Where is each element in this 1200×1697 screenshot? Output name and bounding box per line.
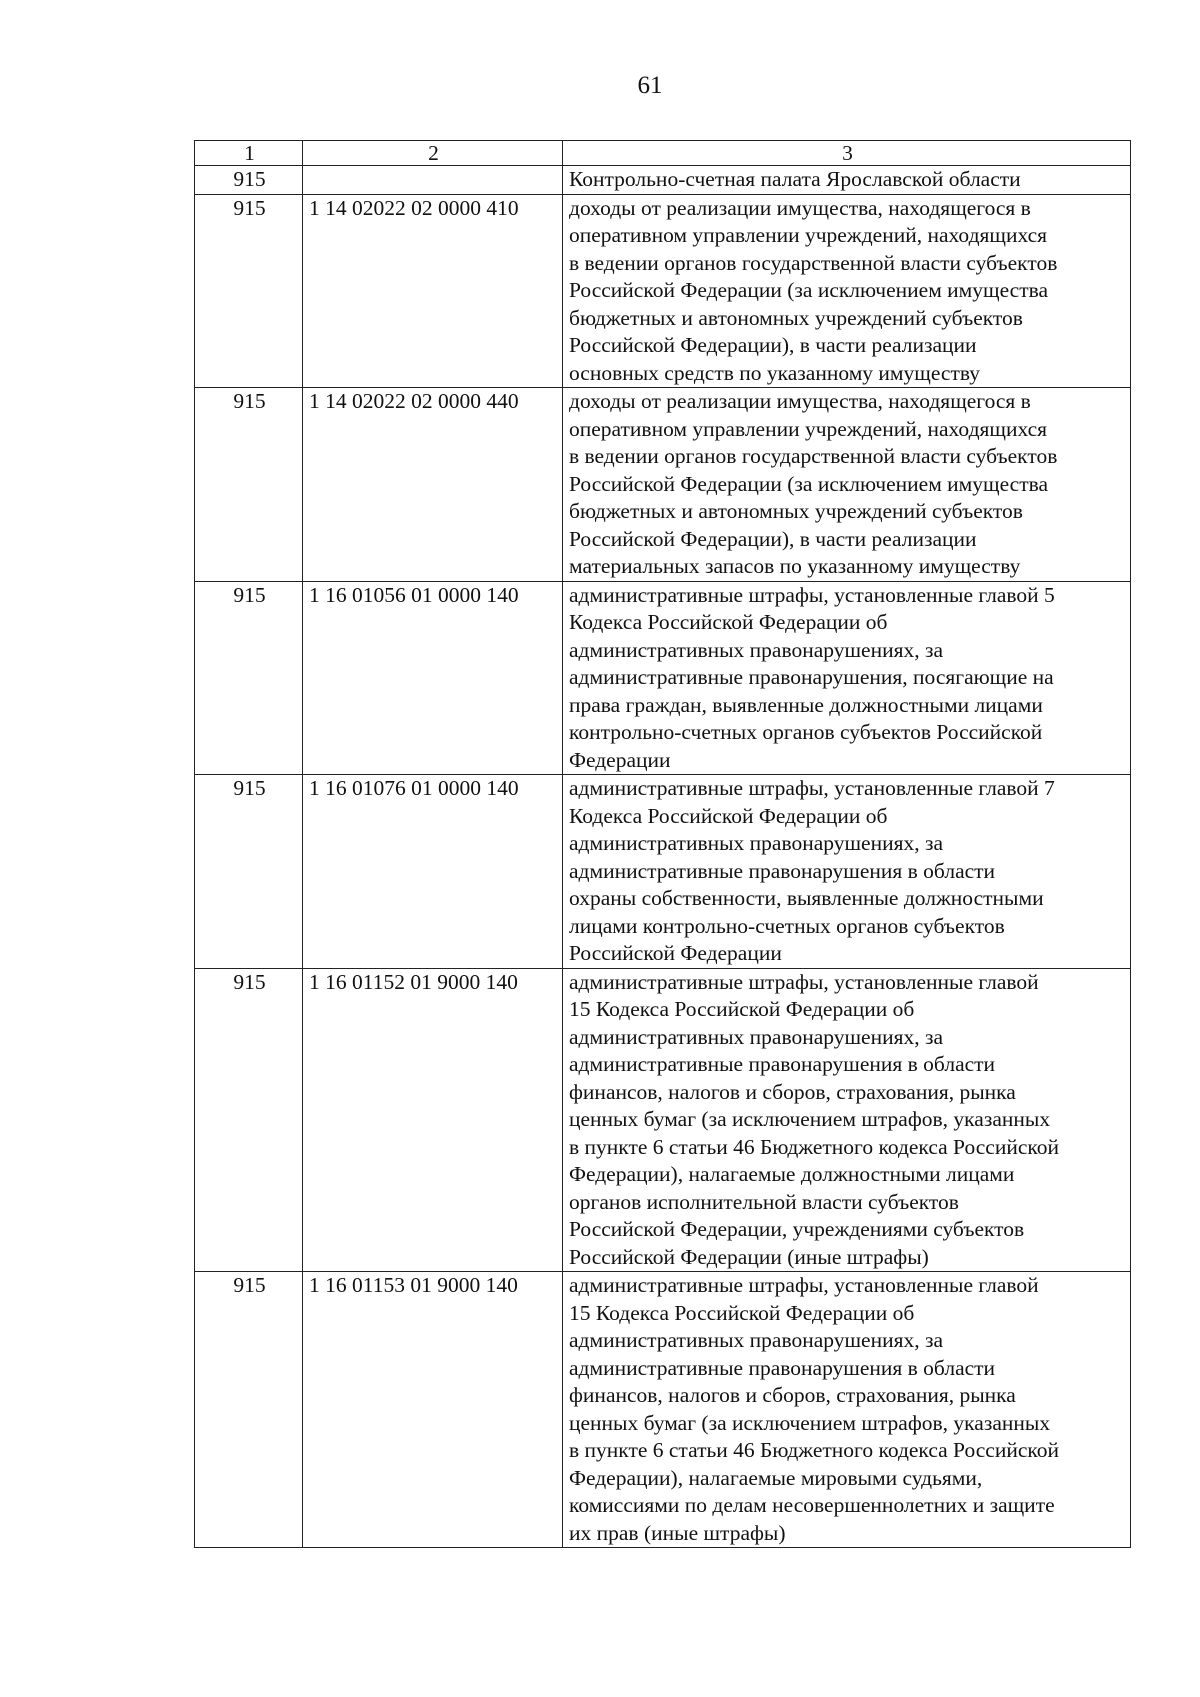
table-body	[195, 166, 1131, 1548]
table-row	[195, 1272, 1131, 1548]
table-row	[195, 581, 1131, 775]
admin-code-cell: 915	[195, 166, 303, 195]
budget-code-cell: 1 16 01056 01 0000 140	[303, 581, 563, 775]
description-text: доходы от реализации имущества, находящегося в оперативном управлении учреждений, находящихся в ведении органов государственной власти субъектов Российской Федерации (за исключением имущества бюджетных и автономных учреждений субъектов Российской Федерации), в части реализации материальных запасов по указанному имуществу	[569, 389, 1058, 578]
admin-code-cell: 915	[195, 1272, 303, 1548]
column-header-3: 3	[563, 141, 1131, 166]
description-text: административные штрафы, установленные главой 15 Кодекса Российской Федерации об административных правонарушениях, за административные правонарушения в области финансов, налогов и сборов, страхования, рынка ценных бумаг (за исключением штрафов, указанных в пункте 6 статьи 46 Бюджетного кодекса Российской Федерации), налагаемые должностными лицами органов исполнительной власти субъектов Российской Федерации, учреждениями субъектов Российской Федерации (иные штрафы)	[569, 969, 1060, 1269]
budget-code-cell: 1 16 01153 01 9000 140	[303, 1272, 563, 1548]
table-row	[195, 166, 1131, 195]
description-text: административные штрафы, установленные главой 15 Кодекса Российской Федерации об административных правонарушениях, за административные правонарушения в области финансов, налогов и сборов, страхования, рынка ценных бумаг (за исключением штрафов, указанных в пункте 6 статьи 46 Бюджетного кодекса Российской Федерации), налагаемые мировыми судьями, комиссиями по делам несовершеннолетних и защите их прав (иные штрафы)	[569, 1273, 1060, 1545]
description-cell	[563, 194, 1131, 388]
table-row	[195, 388, 1131, 582]
admin-code-cell: 915	[195, 194, 303, 388]
admin-code-cell: 915	[195, 968, 303, 1272]
description-cell	[563, 775, 1131, 969]
description-text: доходы от реализации имущества, находящегося в оперативном управлении учреждений, находящихся в ведении органов государственной власти субъектов Российской Федерации (за исключением имущества бюджетных и автономных учреждений субъектов Российской Федерации), в части реализации основных средств по указанному имуществу	[569, 195, 1058, 385]
column-header-1: 1	[195, 141, 303, 166]
column-header-2: 2	[303, 141, 563, 166]
budget-code-cell	[303, 166, 563, 195]
table-header	[195, 141, 1131, 166]
admin-code-cell: 915	[195, 388, 303, 582]
admin-code-cell: 915	[195, 581, 303, 775]
description-cell	[563, 388, 1131, 582]
table-row	[195, 775, 1131, 969]
header-row	[195, 141, 1131, 166]
description-text: административные штрафы, установленные главой 5 Кодекса Российской Федерации об административных правонарушениях, за административные правонарушения, посягающие на права граждан, выявленные должностными лицами контрольно-счетных органов субъектов Российской Федерации	[569, 582, 1055, 772]
description-text: Контрольно-счетная палата Ярославской области	[569, 167, 1021, 191]
description-cell	[563, 968, 1131, 1272]
admin-code-cell: 915	[195, 775, 303, 969]
table-row	[195, 968, 1131, 1272]
budget-code-cell: 1 14 02022 02 0000 440	[303, 388, 563, 582]
budget-code-cell: 1 14 02022 02 0000 410	[303, 194, 563, 388]
description-cell	[563, 1272, 1131, 1548]
description-text: административные штрафы, установленные главой 7 Кодекса Российской Федерации об административных правонарушениях, за административные правонарушения в области охраны собственности, выявленные должностными лицами контрольно-счетных органов субъектов Российской Федерации	[569, 776, 1055, 965]
description-cell	[563, 581, 1131, 775]
budget-code-cell: 1 16 01152 01 9000 140	[303, 968, 563, 1272]
description-cell	[563, 166, 1131, 195]
revenue-codes-table	[194, 140, 1131, 1548]
budget-code-cell: 1 16 01076 01 0000 140	[303, 775, 563, 969]
page-number: 61	[637, 72, 663, 99]
table-row	[195, 194, 1131, 388]
